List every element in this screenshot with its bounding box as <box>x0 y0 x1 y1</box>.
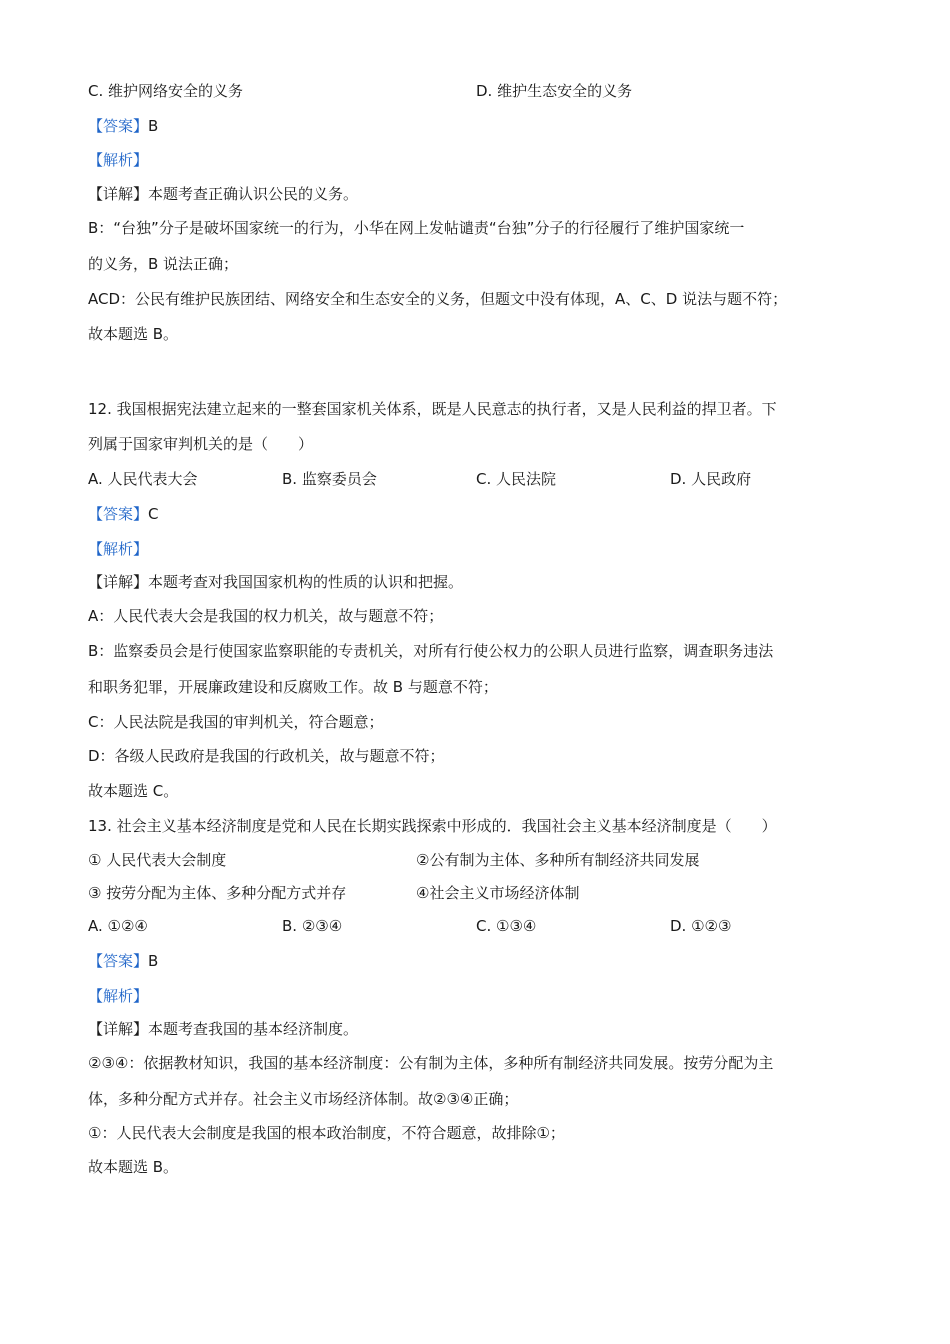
q13-option-c: C. ①③④ <box>476 917 537 935</box>
detail-tag: 【详解】 <box>88 1020 149 1038</box>
answer-value: B <box>148 952 159 970</box>
q12-option-b: B. 监察委员会 <box>282 470 377 488</box>
q12-line-c: C：人民法院是我国的审判机关，符合题意； <box>88 713 384 731</box>
q13-option-a: A. ①②④ <box>88 917 148 935</box>
q11-line-b-1: B：“台独”分子是破坏国家统一的行为，小华在网上发帖谴责“台独”分子的行径履行了维护国家统一 <box>88 219 745 237</box>
q11-answer <box>88 116 158 136</box>
detail-text: 本题考查正确认识公民的义务。 <box>148 185 359 203</box>
q12-line-b-1: B：监察委员会是行使国家监察职能的专责机关，对所有行使公权力的公职人员进行监察，调查职务违法 <box>88 642 774 660</box>
q13-item-3: ③ 按劳分配为主体、多种分配方式并存 <box>88 884 347 902</box>
q13-stem: 13. 社会主义基本经济制度是党和人民在长期实践探索中形成的．我国社会主义基本经济制度是（ ） <box>88 817 777 835</box>
q13-analysis-tag: 【解析】 <box>88 987 149 1005</box>
q13-line-1: ①：人民代表大会制度是我国的根本政治制度，不符合题意，故排除①； <box>88 1124 565 1142</box>
q12-conclusion: 故本题选 C。 <box>88 782 179 800</box>
answer-tag: 【答案】 <box>88 952 149 970</box>
q13-line-234-1: ②③④：依据教材知识，我国的基本经济制度：公有制为主体，多种所有制经济共同发展。按劳分配为主 <box>88 1054 774 1072</box>
q12-stem-1: 12. 我国根据宪法建立起来的一整套国家机关体系，既是人民意志的执行者，又是人民利益的捍卫者。下 <box>88 400 777 418</box>
answer-tag: 【答案】 <box>88 505 149 523</box>
q13-answer <box>88 951 158 971</box>
q13-option-b: B. ②③④ <box>282 917 343 935</box>
answer-value: B <box>148 117 159 135</box>
q12-option-a: A. 人民代表大会 <box>88 470 198 488</box>
q12-option-d: D. 人民政府 <box>670 470 752 488</box>
q12-line-a: A：人民代表大会是我国的权力机关，故与题意不符； <box>88 607 444 625</box>
q12-detail <box>88 572 463 592</box>
q13-item-2: ②公有制为主体、多种所有制经济共同发展 <box>416 851 700 869</box>
q13-item-4: ④社会主义市场经济体制 <box>416 884 580 902</box>
q11-line-acd: ACD：公民有维护民族团结、网络安全和生态安全的义务，但题文中没有体现，A、C、D 说法与题不符； <box>88 290 788 308</box>
q12-line-d: D：各级人民政府是我国的行政机关，故与题意不符； <box>88 747 445 765</box>
q13-conclusion: 故本题选 B。 <box>88 1158 179 1176</box>
detail-text: 本题考查我国的基本经济制度。 <box>148 1020 359 1038</box>
q13-line-234-2: 体，多种分配方式并存。社会主义市场经济体制。故②③④正确； <box>88 1090 519 1108</box>
q11-detail <box>88 184 358 204</box>
q13-item-1: ① 人民代表大会制度 <box>88 851 227 869</box>
detail-text: 本题考查对我国国家机构的性质的认识和把握。 <box>148 573 464 591</box>
detail-tag: 【详解】 <box>88 185 149 203</box>
q12-line-b-2: 和职务犯罪，开展廉政建设和反腐败工作。故 B 与题意不符； <box>88 678 498 696</box>
q11-analysis-tag: 【解析】 <box>88 151 149 169</box>
answer-tag: 【答案】 <box>88 117 149 135</box>
q12-option-c: C. 人民法院 <box>476 470 557 488</box>
q12-answer <box>88 504 159 524</box>
q11-option-c: C. 维护网络安全的义务 <box>88 82 244 100</box>
answer-value: C <box>148 505 159 523</box>
q11-conclusion: 故本题选 B。 <box>88 325 179 343</box>
q13-detail <box>88 1019 358 1039</box>
q13-option-d: D. ①②③ <box>670 917 732 935</box>
detail-tag: 【详解】 <box>88 573 149 591</box>
q12-stem-2: 列属于国家审判机关的是（ ） <box>88 435 314 453</box>
q12-analysis-tag: 【解析】 <box>88 540 149 558</box>
q11-line-b-2: 的义务，B 说法正确； <box>88 255 239 273</box>
q11-option-d: D. 维护生态安全的义务 <box>476 82 633 100</box>
